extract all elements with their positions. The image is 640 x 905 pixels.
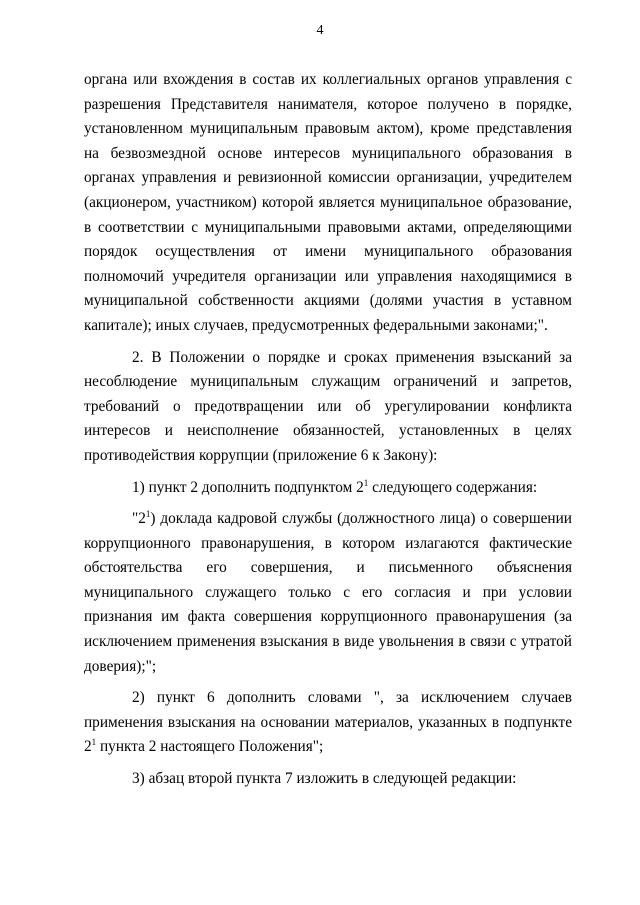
text-segment: 1) пункт 2 дополнить подпунктом 2 — [132, 478, 364, 496]
superscript-index: 1 — [145, 509, 151, 520]
text-segment: пункта 2 настоящего Положения"; — [96, 738, 324, 756]
text-segment: "2 — [132, 510, 146, 528]
text-segment: 2. В Положении о порядке и сроках применения взысканий за несоблюдение муниципальным служащим ограничений и запретов, требований о предотвращении или об урегулировании конфликта интересов и неисполнение обязанностей, установленных в целях противодействия коррупции (приложение 6 к Закону): — [84, 348, 572, 464]
paragraph-subitem-3 — [84, 767, 572, 792]
paragraph-continuation — [84, 68, 572, 339]
superscript-index: 1 — [91, 737, 97, 748]
superscript-index: 1 — [363, 477, 369, 488]
text-segment: 2) пункт 6 дополнить словами ", за исключением случаев применения взыскания на основании материалов, указанных в подпункте 2 — [84, 689, 572, 756]
paragraph-item-2 — [84, 346, 572, 469]
text-segment: 3) абзац второй пункта 7 изложить в следующей редакции: — [132, 770, 517, 788]
text-segment: ) доклада кадровой службы (должностного лица) о совершении коррупционного правонарушения, в котором излагаются фактические обстоятельства его совершения, и письменного объяснения муниципального служащего только с его согласия и при условии признания им факта совершения коррупционного правонарушения (за исключением применения взыскания в виде увольнения в связи с утратой доверия);"; — [84, 510, 572, 675]
text-segment: следующего содержания: — [368, 478, 538, 496]
text-segment: органа или вхождения в состав их коллегиальных органов управления с разрешения Представителя нанимателя, которое получено в порядке, установленном муниципальным правовым актом), кроме представления на безвозмездной основе интересов муниципального образования в органах управления и ревизионной комиссии организации, учредителем (акционером, участником) которой является муниципальное образование, в соответствии с муниципальными правовыми актами, определяющими порядок осуществления от имени муниципального образования полномочий учредителя организации или управления находящимися в муниципальной собственности акциями (долями участия в уставном капитале); иных случаев, предусмотренных федеральными законами;". — [84, 71, 572, 334]
paragraph-quoted-subitem — [84, 507, 572, 679]
paragraph-subitem-1 — [84, 476, 572, 501]
page-number: 4 — [316, 23, 324, 38]
document-body — [84, 68, 572, 792]
paragraph-subitem-2 — [84, 686, 572, 760]
